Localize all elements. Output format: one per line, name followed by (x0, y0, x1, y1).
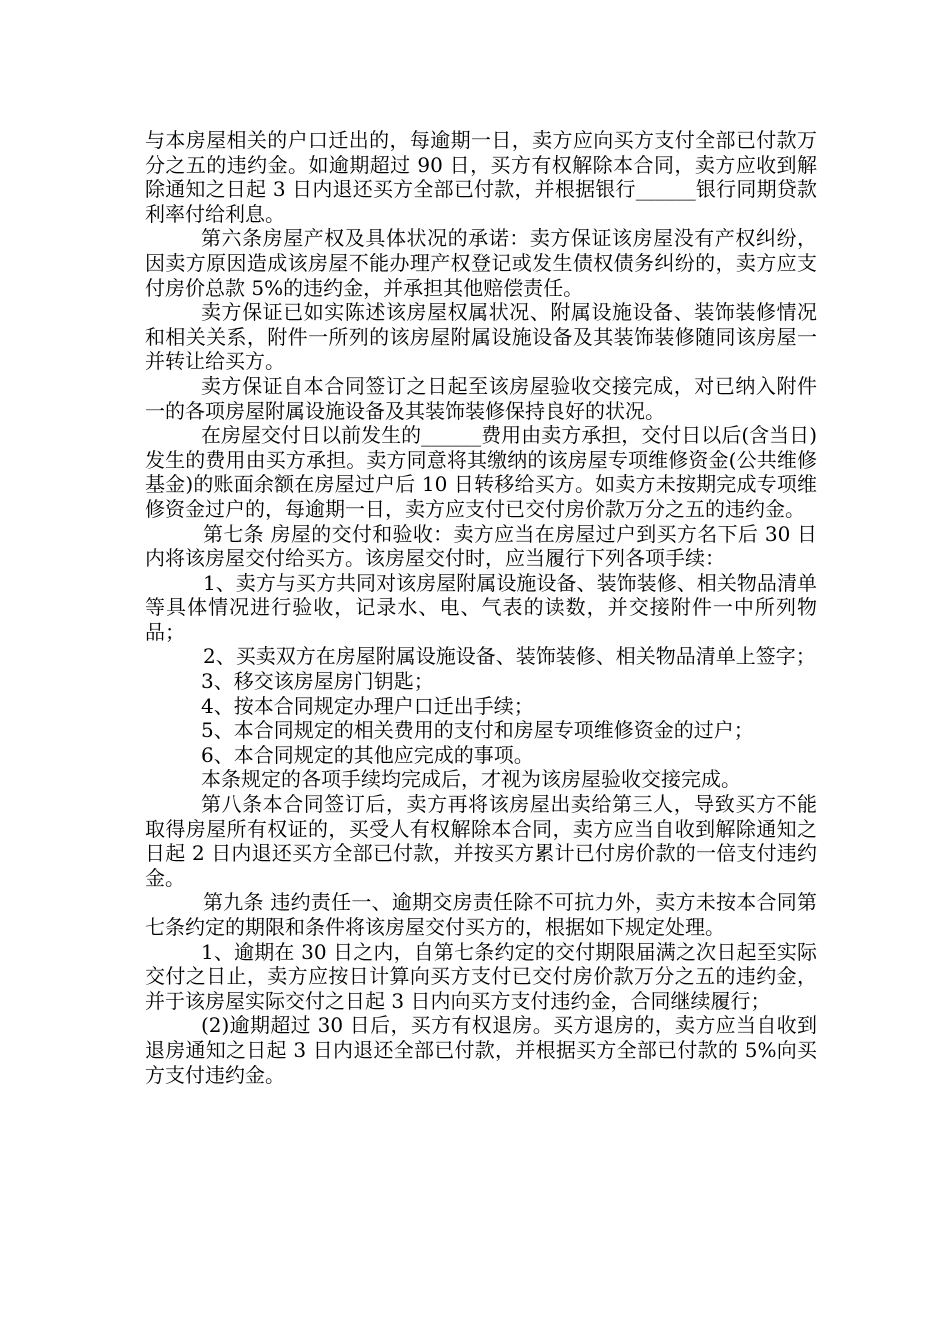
paragraph-seller-warranty-status: 卖方保证已如实陈述该房屋权属状况、附属设施设备、装饰装修情况和相关关系，附件一所列的该房屋附属设施设备及其装饰装修随同该房屋一并转让给买方。 (145, 300, 817, 374)
paragraph-article-7: 第七条 房屋的交付和验收：卖方应当在房屋过户到买方名下后 30 日内将该房屋交付给买方。该房屋交付时，应当履行下列各项手续： (145, 521, 817, 571)
list-item-delay-over-30: (2)逾期超过 30 日后，买方有权退房。买方退房的，卖方应当自收到退房通知之日起 3 日内退还全部已付款，并根据买方全部已付款的 5%向买方支付违约金。 (145, 1013, 817, 1087)
paragraph-handover-complete: 本条规定的各项手续均完成后，才视为该房屋验收交接完成。 (201, 767, 741, 792)
paragraph-fees-allocation: 在房屋交付日以前发生的______费用由卖方承担，交付日以后(含当日)发生的费用由买方承担。卖方同意将其缴纳的该房屋专项维修资金(公共维修基金)的账面余额在房屋过户后 10 日转移给买方。如卖方未按期完成专项维修资金过户的，每逾期一日，卖方应支付已交付房价款万分之五的违约金。 (145, 423, 817, 521)
document-page (145, 128, 817, 1087)
list-item-handover-4: 4、按本合同规定办理户口迁出手续； (201, 693, 534, 718)
paragraph-seller-warranty-condition: 卖方保证自本合同签订之日起至该房屋验收交接完成，对已纳入附件一的各项房屋附属设施设备及其装饰装修保持良好的状况。 (145, 373, 817, 423)
paragraph-article-8: 第八条本合同签订后，卖方再将该房屋出卖给第三人，导致买方不能取得房屋所有权证的，买受人有权解除本合同，卖方应当自收到解除通知之日起 2 日内退还买方全部已付款，并按买方累计已付房价款的一倍支付违约金。 (145, 792, 817, 890)
list-item-delay-within-30: 1、逾期在 30 日之内，自第七条约定的交付期限届满之次日起至实际交付之日止，卖方应按日计算向买方支付已交付房价款万分之五的违约金，并于该房屋实际交付之日起 3 日内向买方支付违约金，合同继续履行； (145, 939, 817, 1013)
list-item-handover-1: 1、卖方与买方共同对该房屋附属设施设备、装饰装修、相关物品清单等具体情况进行验收，记录水、电、气表的读数，并交接附件一中所列物品； (145, 570, 817, 644)
paragraph-article-9: 第九条 违约责任一、逾期交房责任除不可抗力外，卖方未按本合同第七条约定的期限和条件将该房屋交付买方的，根据如下规定处理。 (145, 890, 817, 939)
list-item-handover-2: 2、买卖双方在房屋附属设施设备、装饰装修、相关物品清单上签字； (203, 644, 816, 669)
paragraph-article-6: 第六条房屋产权及具体状况的承诺：卖方保证该房屋没有产权纠纷，因卖方原因造成该房屋不能办理产权登记或发生债权债务纠纷的，卖方应支付房价总款 5%的违约金，并承担其他赔偿责任。 (145, 226, 817, 300)
list-item-handover-3: 3、移交该房屋房门钥匙； (201, 669, 434, 694)
list-item-handover-5: 5、本合同规定的相关费用的支付和房屋专项维修资金的过户； (201, 718, 754, 743)
paragraph-household-registration: 与本房屋相关的户口迁出的，每逾期一日，卖方应向买方支付全部已付款万分之五的违约金。如逾期超过 90 日，买方有权解除本合同，卖方应收到解除通知之日起 3 日内退还买方全部已付款，并根据银行______银行同期贷款利率付给利息。 (145, 128, 817, 226)
list-item-handover-6: 6、本合同规定的其他应完成的事项。 (201, 742, 534, 767)
